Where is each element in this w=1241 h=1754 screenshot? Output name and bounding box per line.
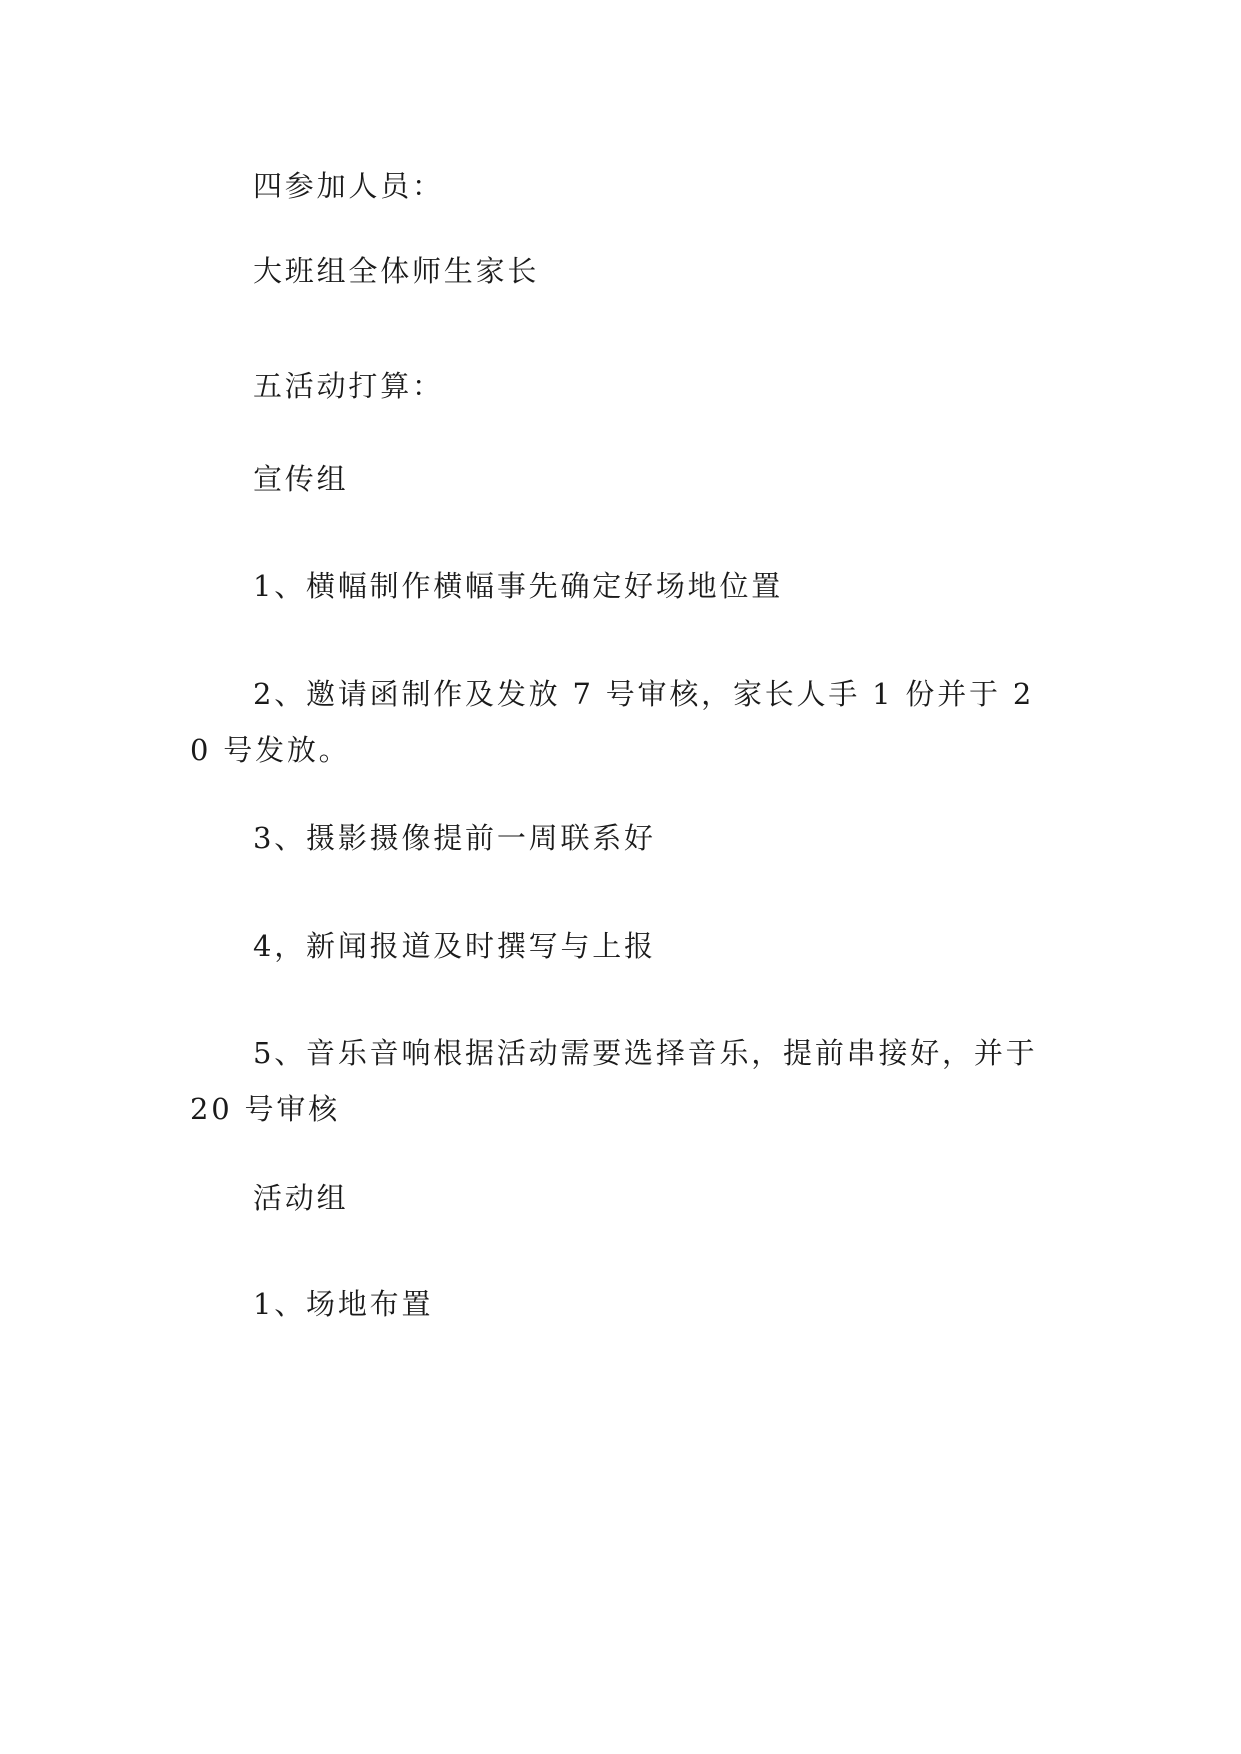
publicity-item-2: 2、邀请函制作及发放 7 号审核，家长人手 1 份并于 20 号发放。 <box>190 677 1035 767</box>
activity-item-1: 1、场地布置 <box>253 1287 434 1321</box>
group-heading-activity: 活动组 <box>253 1181 349 1215</box>
participants-text: 大班组全体师生家长 <box>253 254 540 288</box>
publicity-item-1: 1、横幅制作横幅事先确定好场地位置 <box>253 569 784 603</box>
section-heading-participants: 四参加人员： <box>253 169 444 203</box>
section-heading-plan: 五活动打算： <box>253 369 444 403</box>
publicity-item-4: 4，新闻报道及时撰写与上报 <box>253 929 656 963</box>
publicity-item-3: 3、摄影摄像提前一周联系好 <box>253 821 656 855</box>
publicity-item-5: 5、音乐音响根据活动需要选择音乐，提前串接好，并于 20 号审核 <box>190 1036 1038 1126</box>
group-heading-publicity: 宣传组 <box>253 462 349 496</box>
